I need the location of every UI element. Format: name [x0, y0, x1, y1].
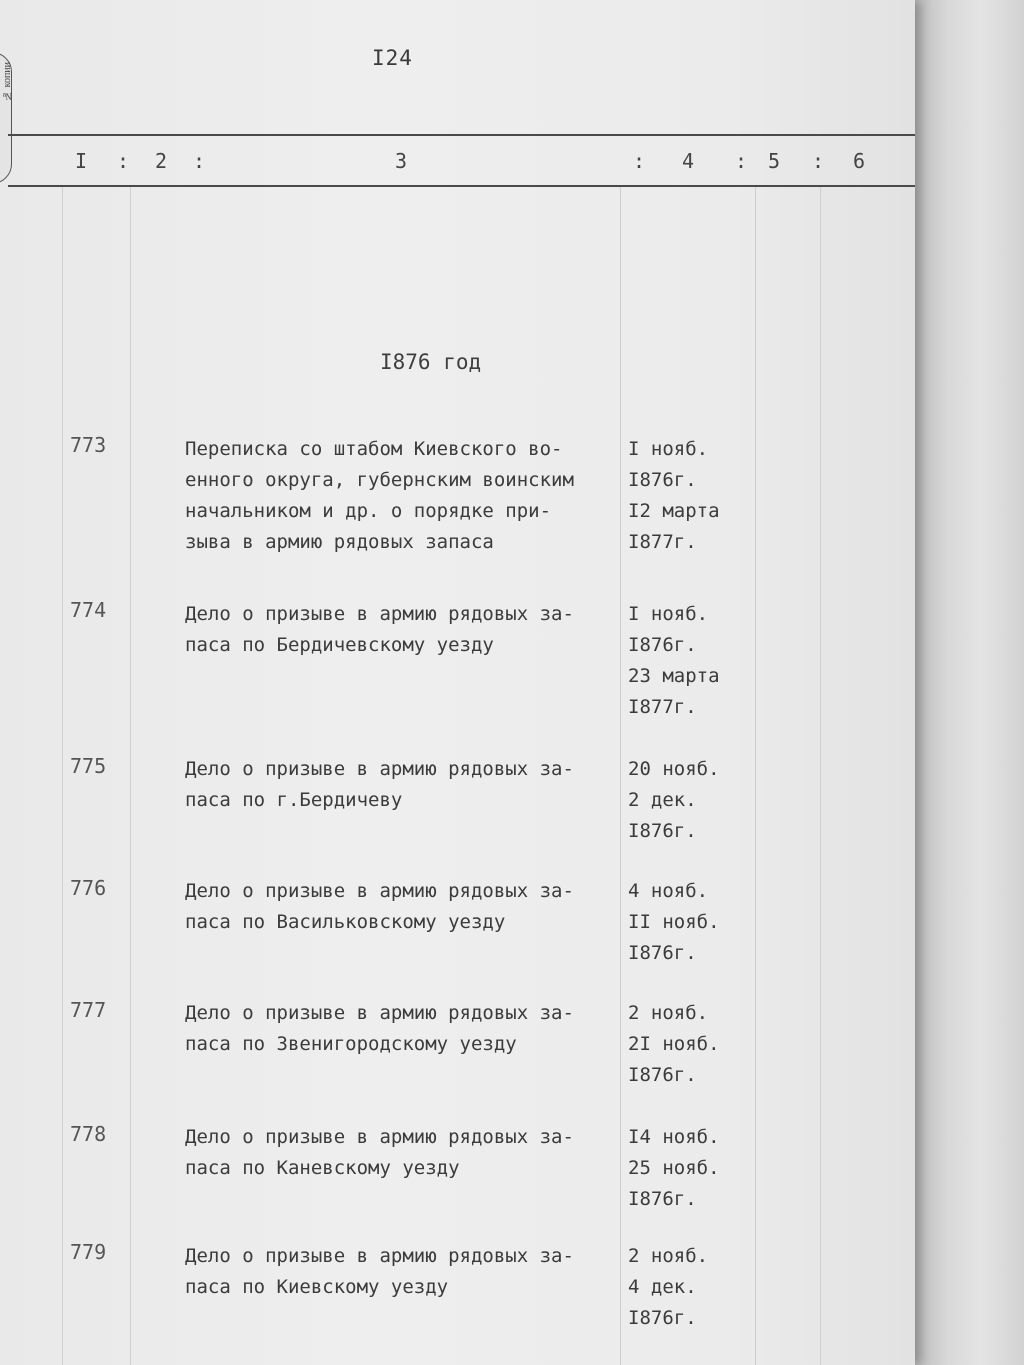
record-description	[185, 998, 625, 1060]
date-line: 2 нояб.	[628, 1002, 709, 1024]
date-line: 25 нояб.	[628, 1157, 720, 1179]
ghost-rule	[130, 185, 131, 1365]
date-line: I нояб.	[628, 438, 709, 460]
record-dates	[628, 998, 748, 1091]
date-line: 20 нояб.	[628, 758, 720, 780]
record-dates	[628, 876, 748, 969]
description-line: Дело о призыве в армию рядовых за-	[185, 1002, 574, 1024]
ghost-rule	[820, 185, 821, 1365]
date-line: I877г.	[628, 696, 697, 718]
record-number: 778	[70, 1122, 107, 1146]
description-line: Дело о призыве в армию рядовых за-	[185, 1126, 574, 1148]
date-line: I877г.	[628, 531, 697, 553]
date-line: 2 дек.	[628, 789, 697, 811]
column-header-6: 6	[853, 149, 866, 173]
record-description	[185, 1122, 625, 1184]
column-header-5: 5	[768, 149, 781, 173]
date-line: I2 марта	[628, 500, 720, 522]
record-number: 779	[70, 1240, 107, 1264]
date-line: 2I нояб.	[628, 1033, 720, 1055]
ghost-rule	[62, 185, 63, 1365]
column-header-2: 2	[155, 149, 168, 173]
column-header-separator: :	[812, 149, 825, 173]
ghost-rule	[755, 185, 756, 1365]
description-line: паса по Каневскому уезду	[185, 1157, 460, 1179]
description-line: паса по Бердичевскому уезду	[185, 634, 494, 656]
date-line: 4 нояб.	[628, 880, 709, 902]
description-line: Дело о призыве в армию рядовых за-	[185, 603, 574, 625]
column-header-1: I	[75, 149, 88, 173]
record-description	[185, 1241, 625, 1303]
date-line: 23 марта	[628, 665, 720, 687]
date-line: I4 нояб.	[628, 1126, 720, 1148]
record-description	[185, 434, 625, 558]
column-header-3: 3	[395, 149, 408, 173]
description-line: паса по г.Бердичеву	[185, 789, 403, 811]
record-dates	[628, 754, 748, 847]
column-header-separator: :	[735, 149, 748, 173]
record-number: 777	[70, 998, 107, 1022]
description-line: енного округа, губернским воинским	[185, 469, 574, 491]
record-number: 776	[70, 876, 107, 900]
date-line: 4 дек.	[628, 1276, 697, 1298]
record-dates	[628, 1122, 748, 1215]
record-description	[185, 754, 625, 816]
description-line: Дело о призыве в армию рядовых за-	[185, 880, 574, 902]
column-header-separator: :	[633, 149, 646, 173]
date-line: I876г.	[628, 634, 697, 656]
date-line: II нояб.	[628, 911, 720, 933]
record-dates	[628, 434, 748, 558]
date-line: I нояб.	[628, 603, 709, 625]
description-line: Дело о призыве в армию рядовых за-	[185, 1245, 574, 1267]
description-line: паса по Звенигородскому уезду	[185, 1033, 517, 1055]
column-header-separator: :	[193, 149, 206, 173]
header-top-rule	[8, 134, 915, 136]
date-line: I876г.	[628, 1307, 697, 1329]
date-line: 2 нояб.	[628, 1245, 709, 1267]
record-number: 775	[70, 754, 107, 778]
record-description	[185, 599, 625, 661]
description-line: Переписка со штабом Киевского во-	[185, 438, 563, 460]
record-dates	[628, 599, 748, 723]
description-line: паса по Васильковскому уезду	[185, 911, 506, 933]
record-description	[185, 876, 625, 938]
description-line: начальником и др. о порядке при-	[185, 500, 552, 522]
record-number: 773	[70, 433, 107, 457]
archive-stamp-text: № копии	[2, 62, 13, 101]
description-line: зыва в армию рядовых запаса	[185, 531, 494, 553]
description-line: Дело о призыве в армию рядовых за-	[185, 758, 574, 780]
column-header-4: 4	[682, 149, 695, 173]
date-line: I876г.	[628, 469, 697, 491]
column-header-separator: :	[117, 149, 130, 173]
header-bottom-rule	[8, 185, 915, 187]
page-number: I24	[372, 46, 413, 70]
year-heading: I876 год	[380, 350, 482, 374]
record-dates	[628, 1241, 748, 1334]
description-line: паса по Киевскому уезду	[185, 1276, 449, 1298]
date-line: I876г.	[628, 942, 697, 964]
adjacent-page-edge	[915, 0, 1024, 1365]
date-line: I876г.	[628, 1188, 697, 1210]
date-line: I876г.	[628, 1064, 697, 1086]
record-number: 774	[70, 598, 107, 622]
date-line: I876г.	[628, 820, 697, 842]
